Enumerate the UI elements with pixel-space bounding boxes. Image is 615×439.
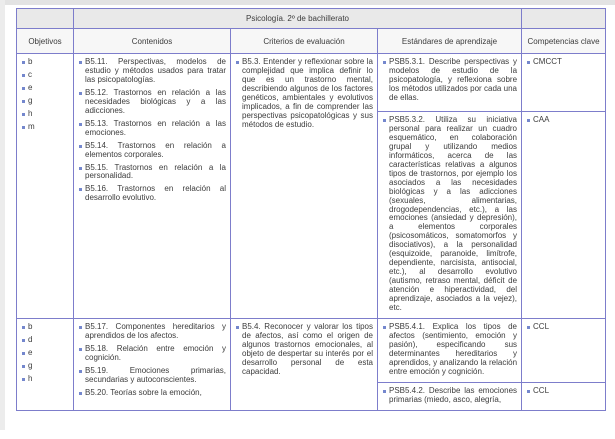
- header-estandares: Estándares de aprendizaje: [378, 29, 522, 54]
- bullet-item: [382, 387, 517, 405]
- item-text: B5.15. Trastornos en relación a la personalidad.: [85, 162, 226, 181]
- contenidos-cell: [74, 318, 231, 410]
- item-text: B5.12. Trastornos en relación a las necesidades biológicas y a las adicciones.: [85, 87, 226, 115]
- bullet-square-icon: [22, 87, 25, 90]
- bullet-item: [21, 323, 69, 332]
- bullet-item: [21, 84, 69, 93]
- bullet-item: [21, 71, 69, 80]
- item-text: g: [28, 360, 33, 370]
- bullet-square-icon: [22, 326, 25, 329]
- item-text: B5.19. Emociones primarias, secundarias y autoconscientes.: [85, 365, 226, 384]
- item-text: e: [28, 347, 33, 357]
- bullet-item: [235, 323, 373, 377]
- bullet-square-icon: [236, 326, 239, 329]
- item-text: h: [28, 373, 33, 383]
- bullet-square-icon: [22, 365, 25, 368]
- item-text: B5.3. Entender y reflexionar sobre la complejidad que implica definir lo que es un trastorno mental, describiendo algunos de los factores genéticos, ambientales y evolutivos implicados, a fin de comprender las perspectivas psicopatológicas y sus métodos de estudio.: [242, 57, 373, 129]
- bullet-square-icon: [79, 123, 82, 126]
- bullet-square-icon: [79, 370, 82, 373]
- item-text: CAA: [533, 115, 550, 124]
- bullet-square-icon: [22, 378, 25, 381]
- corner-empty-cell: [522, 9, 606, 29]
- bullet-square-icon: [79, 348, 82, 351]
- item-text: c: [28, 69, 32, 79]
- table-title: Psicología. 2º de bachillerato: [74, 9, 522, 29]
- bullet-square-icon: [236, 61, 239, 64]
- curriculum-row: [17, 54, 606, 112]
- bullet-square-icon: [527, 390, 530, 393]
- item-text: PSB5.3.2. Utiliza su iniciativa personal para realizar un cuadro esquemático, en colaboración grupal y utilizando medios informáticos, acerca de las características relativas a algunos tipos de trastornos, por ejemplo los asociados a las necesidades biológicas y a las adicciones (sexuales, alimentarias, drogodependencias, etc.), a las emociones (ansiedad y depresión), a elementos corporales (psicosomáticos, somatomorfos y disociativos), a la personalidad (esquizoide, paranoide, limítrofe, dependiente, narcisista, antisocial, etc.), al desarrollo evolutivo (autismo, retraso mental, déficit de atención e hiperactividad, del aprendizaje, asociados a la vejez), etc.: [389, 115, 518, 313]
- bullet-item: [21, 123, 69, 132]
- curriculum-table: [16, 8, 606, 411]
- bullet-square-icon: [22, 61, 25, 64]
- competencias-cell: [522, 54, 606, 112]
- item-text: h: [28, 108, 33, 118]
- item-text: B5.13. Trastornos en relación a las emociones.: [85, 118, 226, 137]
- estandar-cell: [378, 112, 522, 319]
- item-text: e: [28, 82, 33, 92]
- bullet-item: [382, 116, 517, 313]
- bullet-item: [526, 387, 601, 396]
- bullet-item: [78, 185, 226, 203]
- bullet-square-icon: [383, 390, 386, 393]
- bullet-item: [21, 58, 69, 67]
- bullet-item: [21, 97, 69, 106]
- header-objetivos: Objetivos: [17, 29, 74, 54]
- bullet-square-icon: [79, 92, 82, 95]
- item-text: B5.14. Trastornos en relación a elementos corporales.: [85, 140, 226, 159]
- bullet-square-icon: [527, 326, 530, 329]
- bullet-item: [235, 58, 373, 130]
- bullet-item: [78, 323, 226, 341]
- bullet-item: [78, 367, 226, 385]
- bullet-square-icon: [527, 61, 530, 64]
- header-competencias: Competencias clave: [522, 29, 606, 54]
- bullet-square-icon: [79, 392, 82, 395]
- bullet-square-icon: [383, 119, 386, 122]
- header-contenidos: Contenidos: [74, 29, 231, 54]
- competencias-cell: [522, 382, 606, 410]
- item-text: B5.20. Teorías sobre la emoción,: [85, 387, 202, 397]
- table-body: [17, 54, 606, 411]
- bullet-item: [526, 116, 601, 125]
- bullet-item: [382, 58, 517, 103]
- bullet-item: [78, 142, 226, 160]
- corner-empty-cell: [17, 9, 74, 29]
- bullet-square-icon: [79, 167, 82, 170]
- bullet-square-icon: [22, 113, 25, 116]
- table-title-row: [17, 9, 606, 29]
- bullet-item: [78, 389, 226, 398]
- bullet-item: [21, 349, 69, 358]
- item-text: CMCCT: [533, 57, 562, 66]
- item-text: b: [28, 57, 33, 66]
- bullet-item: [21, 110, 69, 119]
- bullet-square-icon: [22, 74, 25, 77]
- item-text: B5.11. Perspectivas, modelos de estudio y métodos usados para tratar las psicopatologías.: [85, 57, 226, 84]
- competencias-cell: [522, 318, 606, 382]
- bullet-square-icon: [79, 61, 82, 64]
- item-text: PSB5.4.2. Describe las emociones primarias (miedo, asco, alegría,: [389, 385, 518, 404]
- bullet-square-icon: [383, 326, 386, 329]
- contenidos-cell: [74, 54, 231, 319]
- bullet-square-icon: [22, 126, 25, 129]
- bullet-item: [382, 323, 517, 377]
- bullet-item: [78, 58, 226, 85]
- bullet-item: [21, 362, 69, 371]
- bullet-square-icon: [79, 145, 82, 148]
- bullet-square-icon: [79, 326, 82, 329]
- bullet-square-icon: [22, 100, 25, 103]
- bullet-square-icon: [22, 352, 25, 355]
- objetivos-cell: [17, 318, 74, 410]
- bullet-item: [526, 323, 601, 332]
- bullet-item: [78, 164, 226, 182]
- objetivos-cell: [17, 54, 74, 319]
- bullet-square-icon: [383, 61, 386, 64]
- bullet-item: [78, 345, 226, 363]
- header-criterios: Criterios de evaluación: [231, 29, 378, 54]
- item-text: b: [28, 321, 33, 331]
- estandar-cell: [378, 318, 522, 382]
- competencias-cell: [522, 112, 606, 319]
- item-text: CCL: [533, 321, 550, 331]
- bullet-item: [526, 58, 601, 67]
- item-text: B5.17. Componentes hereditarios y aprendidos de los afectos.: [85, 321, 226, 340]
- column-header-row: [17, 29, 606, 54]
- estandar-cell: [378, 382, 522, 410]
- item-text: d: [28, 334, 33, 344]
- item-text: B5.4. Reconocer y valorar los tipos de afectos, así como el origen de algunos trastornos emocionales, al objeto de despertar su interés por el desarrollo personal de esta capacidad.: [242, 321, 373, 376]
- bullet-square-icon: [22, 339, 25, 342]
- item-text: PSB5.3.1. Describe perspectivas y modelos de estudio de la psicopatología, y reflexiona sobre los métodos utilizados por cada una de ellas.: [389, 57, 518, 102]
- page-left-edge: [0, 0, 5, 430]
- curriculum-row: [17, 318, 606, 382]
- criterios-cell: [231, 54, 378, 319]
- bullet-square-icon: [527, 119, 530, 122]
- bullet-item: [78, 89, 226, 116]
- item-text: PSB5.4.1. Explica los tipos de afectos (sentimiento, emoción y pasión), especificando sus determinantes hereditarios y aprendidos, y analizando la relación entre emoción y cognición.: [389, 321, 518, 376]
- criterios-cell: [231, 318, 378, 410]
- bullet-item: [21, 336, 69, 345]
- page-top-edge: [0, 0, 615, 5]
- bullet-item: [21, 375, 69, 384]
- item-text: CCL: [533, 385, 550, 395]
- bullet-square-icon: [79, 188, 82, 191]
- item-text: B5.18. Relación entre emoción y cognición.: [85, 343, 226, 362]
- item-text: m: [28, 121, 35, 131]
- estandar-cell: [378, 54, 522, 112]
- item-text: g: [28, 95, 33, 105]
- item-text: B5.16. Trastornos en relación al desarrollo evolutivo.: [85, 184, 226, 203]
- bullet-item: [78, 120, 226, 138]
